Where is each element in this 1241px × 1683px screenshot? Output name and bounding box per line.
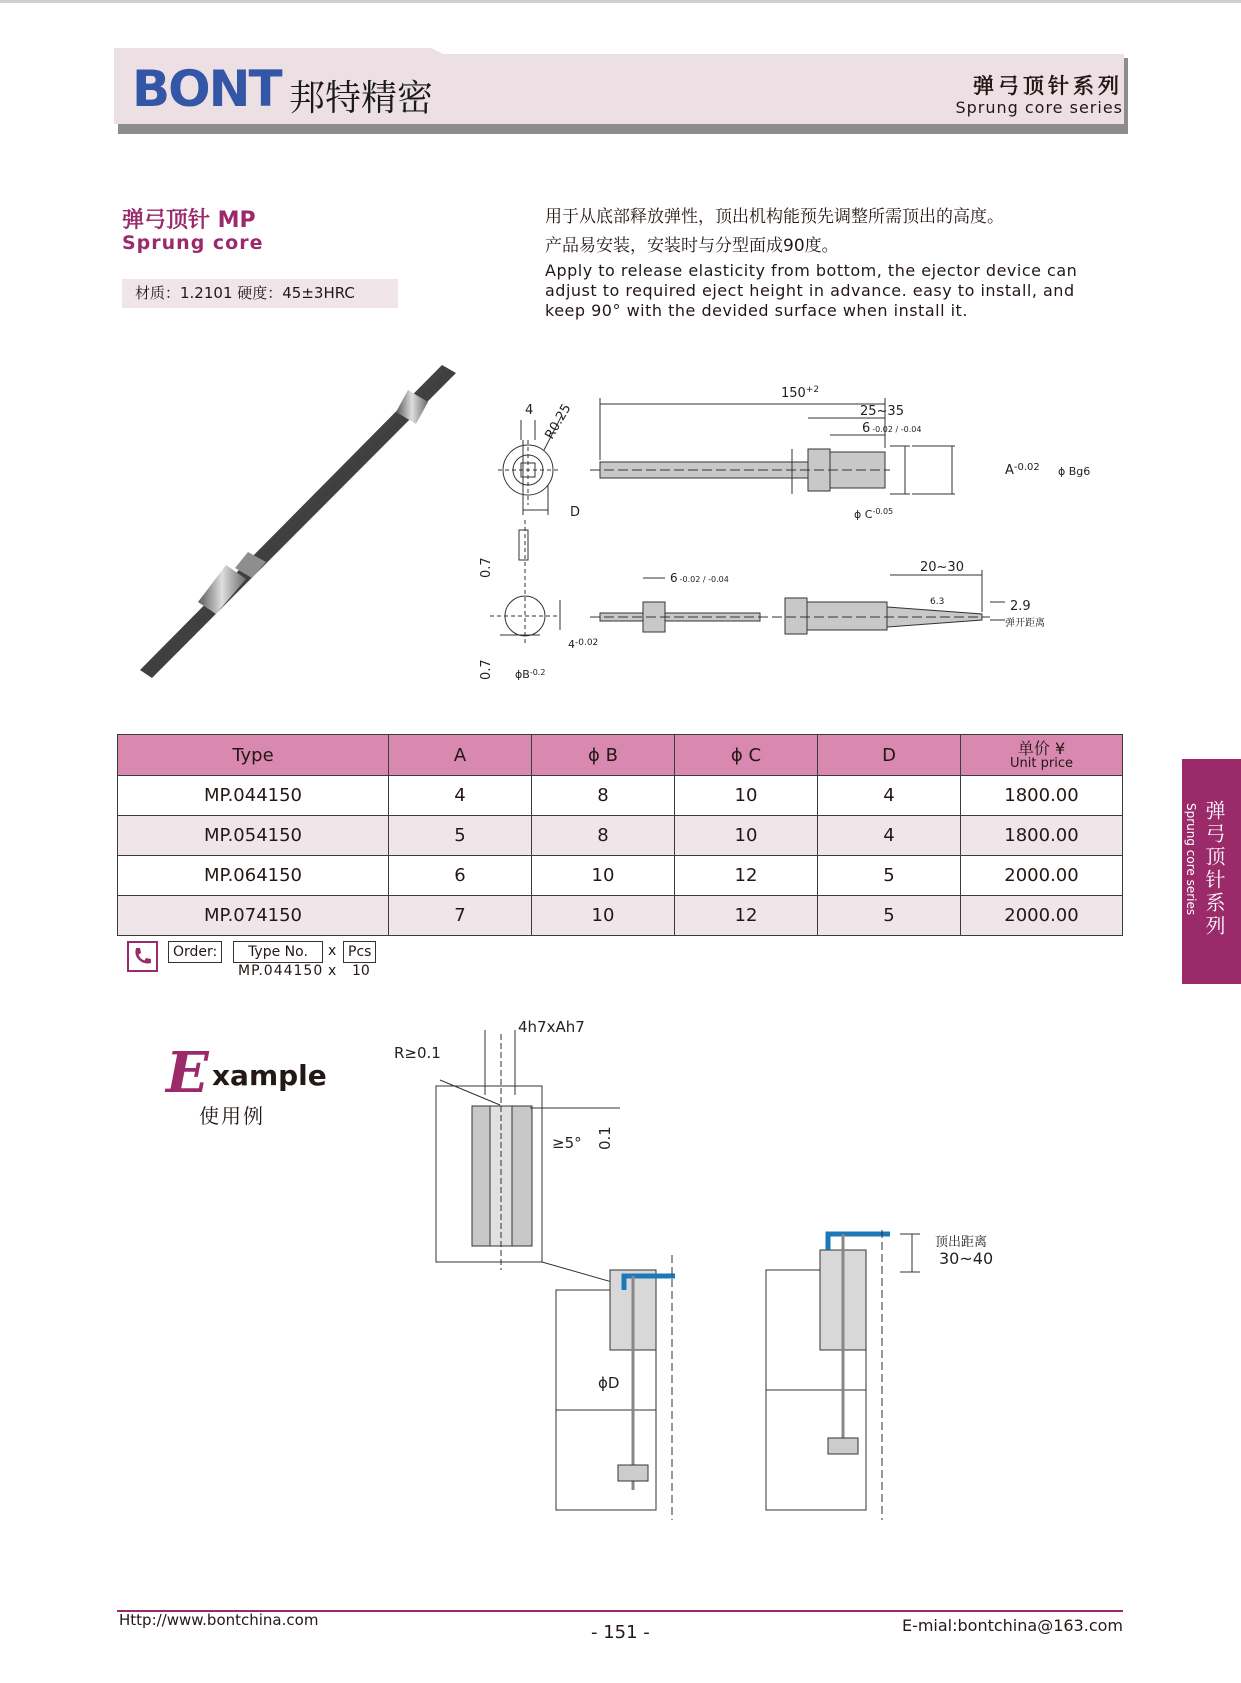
order-x: x [328,943,337,959]
dim-4-002: $4^{-0.02}$ [568,638,599,651]
pin-detail [519,530,528,560]
product-title-cn: 弹弓顶针 MP [122,208,256,233]
eject-distance-value: 30~40 [939,1249,994,1268]
table-row [118,776,1123,816]
dim-25-35: 25~35 [860,404,904,419]
cell-b: 8 [532,816,675,856]
cell-d: 4 [818,816,961,856]
cell-price: 1800.00 [961,816,1123,856]
cell-type: MP.074150 [118,896,389,936]
cell-type: MP.054150 [118,816,389,856]
cell-type: MP.064150 [118,856,389,896]
cell-b: 8 [532,776,675,816]
col-d: D [818,735,961,776]
cell-c: 10 [675,776,818,816]
cell-b: 10 [532,896,675,936]
cell-a: 6 [389,856,532,896]
dim-a: $A^{-0.02}$ [1005,462,1040,478]
cell-price: 1800.00 [961,776,1123,816]
dim-4: 4 [525,403,534,418]
dim-6: 6 -0.02 / -0.04 [862,421,922,436]
table-row [118,856,1123,896]
mold-plate-lower [556,1410,656,1510]
table-row [118,896,1123,936]
side-tab-en: Sprung core series [1184,803,1198,916]
description-cn-line: 用于从底部释放弹性，顶出机构能预先调整所需顶出的高度。 [545,207,1004,227]
product-render [140,360,510,690]
dim-roughness: 6.3 [930,597,945,607]
footer-url[interactable]: Http://www.bontchina.com [119,1611,319,1629]
cell-b: 10 [532,856,675,896]
description-en-line: Apply to release elasticity from bottom, the ejector device can [545,261,1078,280]
order-type-no: Type No. [233,941,323,963]
col-a: A [389,735,532,776]
order-label: Order: [168,941,222,963]
table-row [118,816,1123,856]
dim-20-30: 20~30 [920,560,964,575]
dim-angle: ≥5° [552,1134,582,1152]
dim-r-min: R≥0.1 [394,1044,441,1062]
side-tab-cn: 弹弓顶针系列 [1202,800,1226,938]
description-cn-line: 产品易安装，安装时与分型面成90度。 [545,236,839,256]
col-price-cn: 单价 ¥ [1017,738,1066,758]
dim-b-02: $\phi B^{-0.2}$ [515,668,546,681]
brand-name-cn: 邦特精密 [289,78,434,119]
split-section [807,602,887,630]
technical-drawing [470,380,1090,690]
description-cn [545,203,1004,261]
dim-4h7-ah7: 4h7xAh7 [518,1018,585,1036]
ejector-plate-head-2 [828,1438,858,1454]
plastic-part-ejected [828,1234,890,1250]
description-en [545,261,1085,321]
order-example-qty: 10 [352,963,370,979]
footer-email[interactable]: E-mial:bontchina@163.com [901,1616,1123,1635]
cell-c: 12 [675,856,818,896]
col-price-en: Unit price [1010,755,1073,771]
dim-6b: 6 -0.02 / -0.04 [670,571,729,585]
dim-c: ϕ $C^{-0.05}$ [854,507,894,521]
dim-0-7-a: 0.7 [479,557,494,578]
cell-a: 4 [389,776,532,816]
cell-d: 5 [818,896,961,936]
order-example-type: MP.044150 [238,963,324,979]
col-type: Type [118,735,389,776]
cell-c: 10 [675,816,818,856]
example-title-cn: 使用例 [199,1104,265,1128]
page-number: - 151 - [591,1622,650,1643]
brand-logo: BONT [132,60,281,118]
dim-length: $150^{+2}$ [781,385,820,401]
cell-price: 2000.00 [961,896,1123,936]
example-drawing [380,1010,1040,1540]
dim-bg6: ϕ Bg6 [1058,465,1090,478]
series-title-en: Sprung core series [955,98,1123,117]
product-title-en: Sprung core [122,232,264,254]
cell-a: 5 [389,816,532,856]
description-en-line: adjust to required eject height in advance. easy to install, and [545,281,1075,300]
col-price [961,735,1123,776]
cell-a: 7 [389,896,532,936]
dim-phi-d: ϕD [598,1374,620,1392]
order-pcs: Pcs [343,941,376,963]
series-title-cn: 弹弓顶针系列 [973,74,1123,98]
cell-type: MP.044150 [118,776,389,816]
spring-distance-label: 弹开距离 [1005,618,1045,629]
dim-0-7-b: 0.7 [479,659,494,680]
example-initial: E [166,1040,209,1106]
example-title: xample [212,1059,327,1092]
cell-d: 4 [818,776,961,816]
dim-d: D [570,505,581,520]
cell-d: 5 [818,856,961,896]
order-example-x: x [328,963,337,979]
dim-r025: R0.25 [542,401,575,442]
dim-0-1: 0.1 [596,1126,614,1150]
cell-price: 2000.00 [961,856,1123,896]
col-b: ϕ B [532,735,675,776]
material-spec: 材质：1.2101 硬度：45±3HRC [122,279,398,308]
table-header-row [118,735,1123,776]
top-border [0,0,1241,3]
head-side-view-2 [785,598,807,634]
spec-table [117,734,1123,936]
eject-distance-label: 顶出距离 [935,1235,988,1250]
dim-2-9: 2.9 [1010,599,1031,614]
description-en-line: keep 90° with the devided surface when install it. [545,301,968,320]
ejector-plate-head [618,1465,648,1481]
cell-c: 12 [675,896,818,936]
phone-icon [127,941,158,972]
col-c: ϕ C [675,735,818,776]
